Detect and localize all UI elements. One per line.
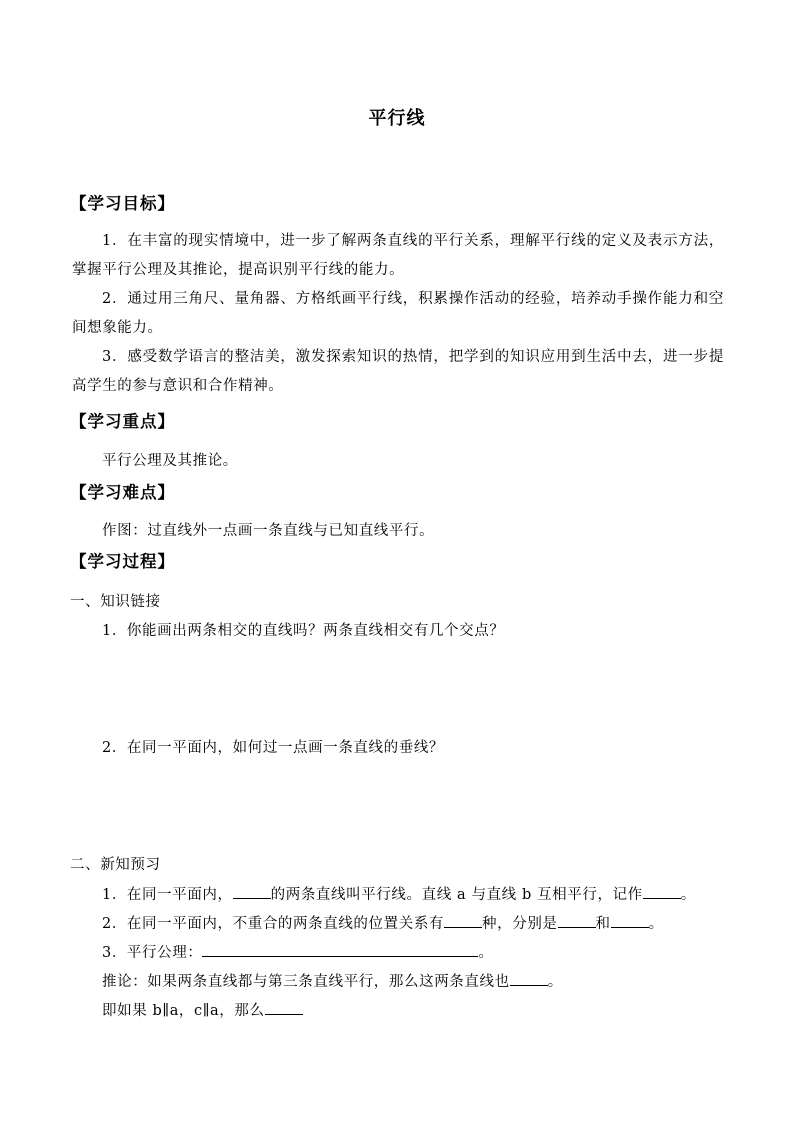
- blank-relation-2[interactable]: [611, 912, 649, 928]
- line-5-text-a: 即如果 b∥a，c∥a，那么: [102, 1003, 265, 1019]
- part2-line-2: [102, 912, 664, 933]
- part2-line-5: [102, 999, 303, 1020]
- blank-relation-1[interactable]: [558, 912, 596, 928]
- blank-parallel-axiom[interactable]: [202, 941, 478, 957]
- blank-parallel-definition[interactable]: [233, 883, 271, 899]
- part2-line-3: [102, 941, 494, 962]
- line-1-text-a: 1．在同一平面内，: [102, 887, 233, 903]
- line-2-text-a: 2．在同一平面内，不重合的两条直线的位置关系有: [102, 916, 445, 932]
- line-4-text-a: 推论：如果两条直线都与第三条直线平行，那么这两条直线也: [102, 974, 510, 990]
- line-4-text-b: 。: [547, 974, 563, 990]
- key-point-text: 平行公理及其推论。: [102, 453, 238, 469]
- line-2-text-d: 。: [648, 916, 664, 932]
- line-1-text-b: 的两条直线叫平行线。直线 a 与直线 b 互相平行，记作: [270, 887, 643, 903]
- part2-line-4: [102, 970, 563, 991]
- blank-relation-count[interactable]: [444, 912, 482, 928]
- objective-1: 1．在丰富的现实情境中，进一步了解两条直线的平行关系，理解平行线的定义及表示方法，掌握平行公理及其推论，提高识别平行线的能力。: [72, 233, 724, 278]
- blank-corollary[interactable]: [510, 970, 548, 986]
- part1-question-1: 1．你能画出两条相交的直线吗？两条直线相交有几个交点？: [102, 623, 505, 639]
- part1-question-2: 2．在同一平面内，如何过一点画一条直线的垂线？: [102, 740, 445, 756]
- page-title: 平行线: [368, 108, 426, 129]
- difficulty-text: 作图：过直线外一点画一条直线与已知直线平行。: [102, 523, 435, 539]
- section-key-points-heading: 【学习重点】: [70, 412, 175, 431]
- objective-3: 3．感受数学语言的整洁美，激发探索知识的热情，把学到的知识应用到生活中去，进一步提高学生的参与意识和合作精神。: [72, 349, 724, 394]
- section-difficulties-heading: 【学习难点】: [70, 483, 175, 502]
- objective-2: 2．通过用三角尺、量角器、方格纸画平行线，积累操作活动的经验，培养动手操作能力和空间想象能力。: [72, 291, 724, 336]
- section-objectives-heading: 【学习目标】: [70, 194, 175, 213]
- line-3-text-b: 。: [478, 945, 494, 961]
- line-3-text-a: 3．平行公理：: [102, 945, 203, 961]
- blank-parallel-notation[interactable]: [643, 883, 681, 899]
- line-2-text-c: 和: [595, 916, 611, 932]
- line-2-text-b: 种，分别是: [482, 916, 558, 932]
- blank-corollary-symbol[interactable]: [265, 999, 303, 1015]
- line-1-text-c: 。: [680, 887, 696, 903]
- part1-heading: 一、知识链接: [70, 594, 161, 610]
- section-process-heading: 【学习过程】: [70, 552, 175, 571]
- part2-heading: 二、新知预习: [70, 857, 161, 873]
- part2-line-1: [102, 883, 696, 904]
